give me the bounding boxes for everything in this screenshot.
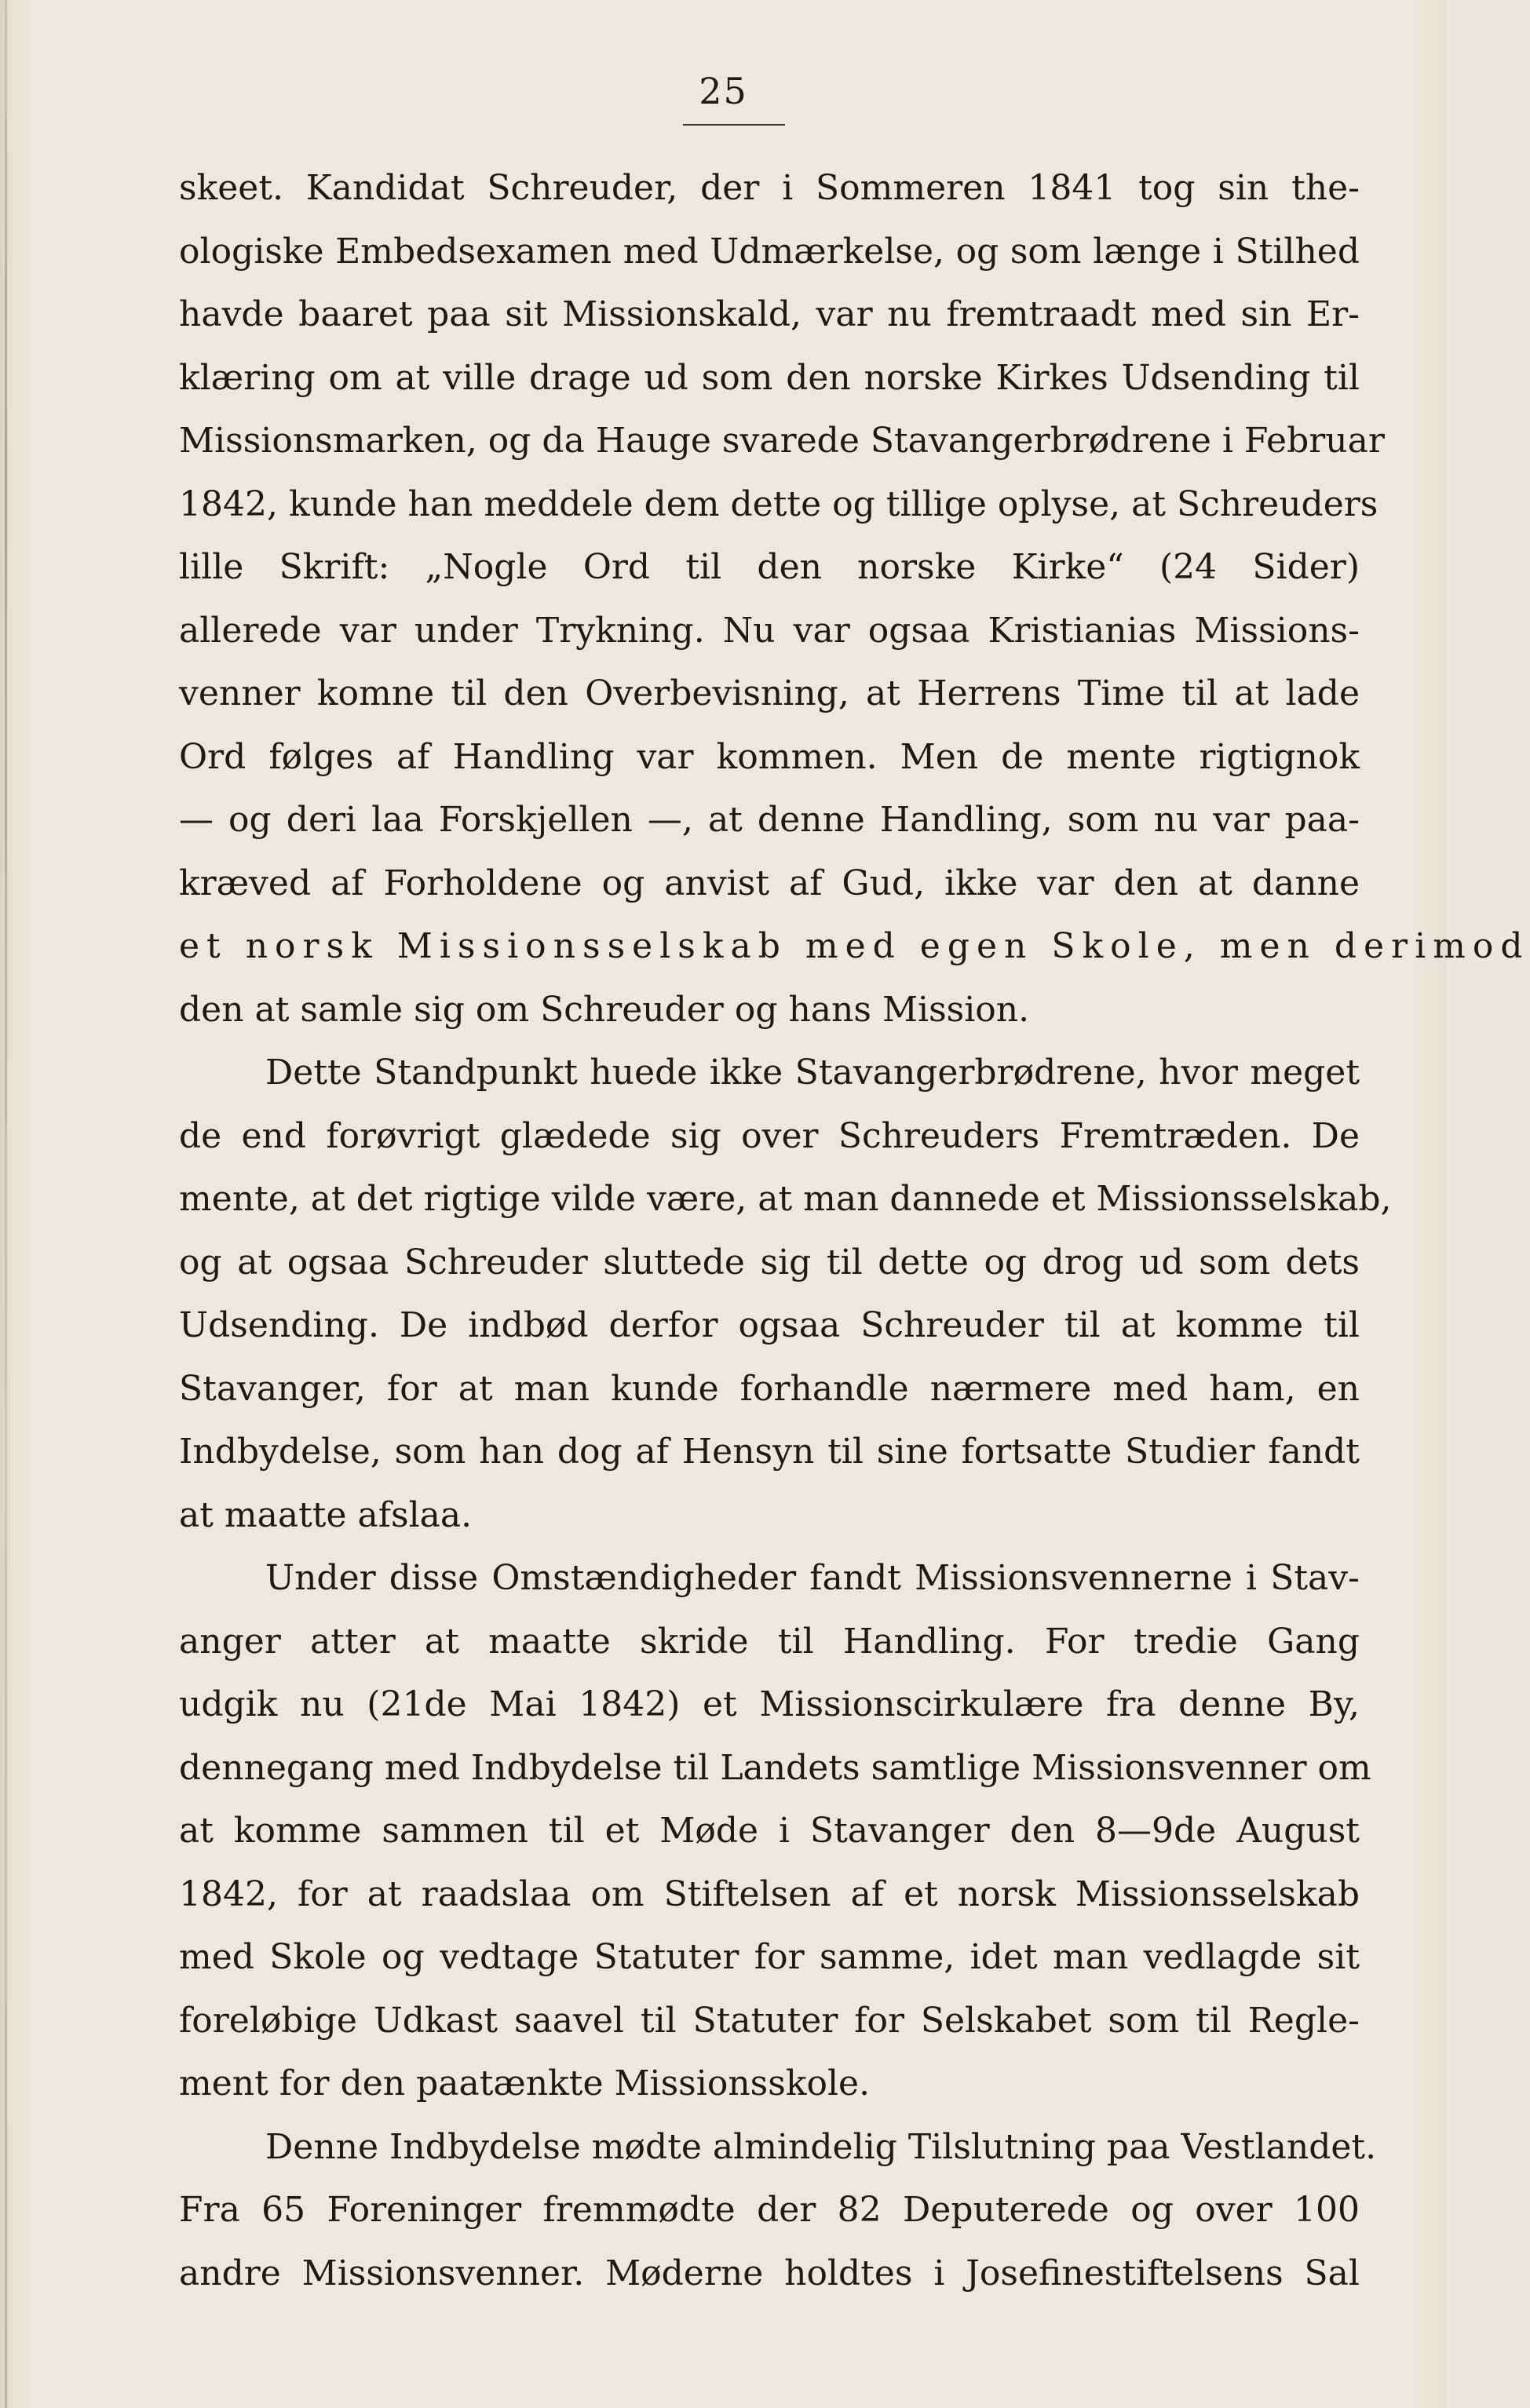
text-line: dennegang med Indbydelse til Landets samtlige Missionsvenner om bbox=[179, 1747, 1371, 1788]
text-line: den at samle sig om Schreuder og hans Mission. bbox=[179, 989, 1030, 1030]
paragraph-start-line: Under disse Omstændigheder fandt Missionsvennerne i Stav- bbox=[265, 1558, 1360, 1598]
text-line: — og deri laa Forskjellen —, at denne Handling, som nu var paa- bbox=[179, 800, 1360, 840]
text-line: klæring om at ville drage ud som den norske Kirkes Udsending til bbox=[179, 357, 1360, 398]
text-line: ologiske Embedsexamen med Udmærkelse, og som længe i Stilhed bbox=[179, 231, 1360, 272]
text-line: lille Skrift: „Nogle Ord til den norske Kirke“ (24 Sider) bbox=[179, 547, 1360, 587]
paragraph-start-line: Denne Indbydelse mødte almindelig Tilslutning paa Vestlandet. bbox=[265, 2126, 1377, 2167]
text-line: Indbydelse, som han dog af Hensyn til sine fortsatte Studier fandt bbox=[179, 1432, 1360, 1472]
text-line: Missionsmarken, og da Hauge svarede Stavangerbrødrene i Februar bbox=[179, 421, 1385, 461]
paragraph-start-line: Dette Standpunkt huede ikke Stavangerbrødrene, hvor meget bbox=[265, 1053, 1360, 1093]
text-line: udgik nu (21de Mai 1842) et Missionscirkulære fra denne By, bbox=[179, 1684, 1360, 1724]
text-line: og at ogsaa Schreuder sluttede sig til dette og drog ud som dets bbox=[179, 1242, 1360, 1282]
page-spine-edge bbox=[5, 0, 7, 2408]
text-line: andre Missionsvenner. Møderne holdtes i Josefinestiftelsens Sal bbox=[179, 2253, 1360, 2293]
text-line: 1842, kunde han meddele dem dette og tillige oplyse, at Schreuders bbox=[179, 483, 1378, 524]
text-line: at maatte afslaa. bbox=[179, 1494, 473, 1535]
text-line: kræved af Forholdene og anvist af Gud, ikke var den at danne bbox=[179, 863, 1360, 903]
text-line: med Skole og vedtage Statuter for samme, idet man vedlagde sit bbox=[179, 1937, 1360, 1977]
page-number: 25 bbox=[699, 70, 748, 112]
body-text bbox=[179, 157, 1530, 2305]
text-line: ment for den paatænkte Missionsskole. bbox=[179, 2063, 871, 2103]
text-line: de end forøvrigt glædede sig over Schreuders Fremtræden. De bbox=[179, 1115, 1360, 1156]
text-line: skeet. Kandidat Schreuder, der i Sommeren 1841 tog sin the- bbox=[179, 168, 1360, 208]
text-line: mente, at det rigtige vilde være, at man dannede et Missionsselskab, bbox=[179, 1179, 1392, 1219]
text-line: allerede var under Trykning. Nu var ogsaa Kristianias Missions- bbox=[179, 610, 1360, 651]
text-line: Fra 65 Foreninger fremmødte der 82 Deputerede og over 100 bbox=[179, 2190, 1360, 2230]
text-line: Stavanger, for at man kunde forhandle nærmere med ham, en bbox=[179, 1368, 1360, 1409]
header-rule bbox=[683, 124, 785, 126]
text-line: venner komne til den Overbevisning, at Herrens Time til at lade bbox=[179, 673, 1360, 713]
text-line: 1842, for at raadslaa om Stiftelsen af et norsk Missionsselskab bbox=[179, 1873, 1360, 1914]
text-line: havde baaret paa sit Missionskald, var nu fremtraadt med sin Er- bbox=[179, 294, 1360, 334]
text-line: anger atter at maatte skride til Handling. For tredie Gang bbox=[179, 1621, 1360, 1662]
text-line: et norsk Missionsselskab med egen Skole, men derimod bbox=[179, 926, 1530, 966]
text-line: foreløbige Udkast saavel til Statuter for Selskabet som til Regle- bbox=[179, 2000, 1360, 2041]
text-line: at komme sammen til et Møde i Stavanger den 8—9de August bbox=[179, 1811, 1360, 1851]
text-line: Udsending. De indbød derfor ogsaa Schreuder til at komme til bbox=[179, 1305, 1360, 1345]
text-line: Ord følges af Handling var kommen. Men de mente rigtignok bbox=[179, 736, 1360, 777]
